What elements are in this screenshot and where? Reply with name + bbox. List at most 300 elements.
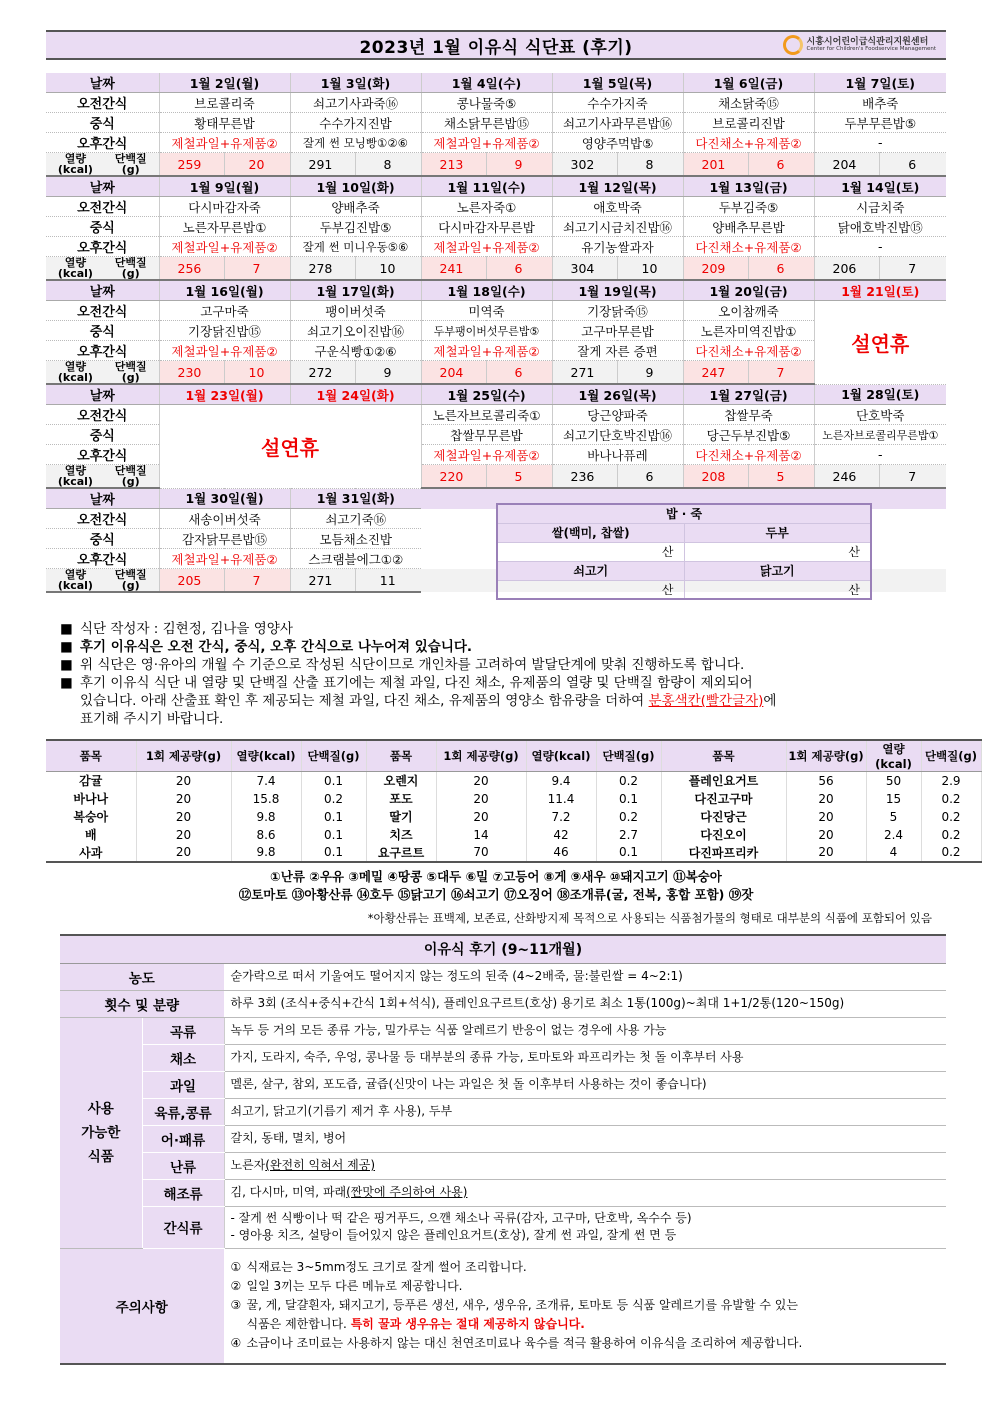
day-kcal: 230: [159, 361, 224, 385]
nutrition-header: 열량(kcal): [231, 740, 301, 772]
guide-item-label: 채소: [142, 1044, 224, 1071]
day-morning: 찹쌀무죽: [683, 405, 814, 425]
label-lunch: 중식: [46, 321, 159, 341]
origin-value: 산: [497, 542, 684, 561]
usable-line: 가능한: [81, 1124, 121, 1141]
food-value: 0.1: [301, 844, 366, 862]
snack-line: - 영아용 치즈, 설탕이 들어있지 않은 플레인요거트(호상), 잘게 썬 과일, 잘게 썬 면 등: [230, 1228, 677, 1242]
bullet-icon: ■: [60, 621, 73, 637]
nutrition-header: 품목: [366, 740, 436, 772]
protein-label: 단백질: [114, 568, 147, 582]
day-lunch: 황태무른밥: [159, 113, 290, 133]
kcal-unit: (kcal): [57, 371, 93, 385]
food-value: 7.2: [526, 808, 596, 826]
notes: [60, 620, 940, 728]
day-lunch: 노른자미역진밥①: [683, 321, 814, 341]
food-value: 0.2: [921, 844, 981, 862]
kcal-label: 열량: [64, 568, 87, 582]
guide-seaweed-value: [224, 1179, 946, 1206]
day-morning: 오이참깨죽: [683, 301, 814, 321]
label-date: 날짜: [46, 488, 159, 509]
protein-unit: (g): [121, 163, 140, 177]
food-value: 0.2: [301, 790, 366, 808]
day-protein: 7: [879, 257, 946, 281]
food-value: 14: [436, 826, 526, 844]
label-lunch: 중식: [46, 425, 159, 445]
day-morning: 새송이버섯죽: [159, 509, 290, 529]
food-value: 11.4: [526, 790, 596, 808]
bullet-icon: ■: [60, 657, 73, 673]
label-morning: 오전간식: [46, 301, 159, 321]
food-name: 포도: [366, 790, 436, 808]
food-value: 0.1: [596, 844, 661, 862]
protein-unit: (g): [121, 579, 140, 593]
food-value: 70: [436, 844, 526, 862]
day-afternoon: 잘게 썬 미니우동⑤⑥: [290, 237, 421, 257]
day-afternoon: 유기농쌀과자: [552, 237, 683, 257]
day-kcal: 241: [421, 257, 486, 281]
label-nutrition: [46, 153, 159, 177]
day-date: 1월 6일(금): [683, 73, 814, 93]
bullet-icon: ■: [60, 675, 73, 691]
day-kcal: 204: [814, 153, 879, 177]
usable-line: 식품: [87, 1148, 114, 1165]
day-protein: 6: [879, 153, 946, 177]
food-value: 0.1: [301, 808, 366, 826]
day-afternoon: 스크램블에그①②: [290, 549, 421, 569]
table-row: [46, 772, 981, 790]
caution-3: 꿀, 게, 달걀흰자, 돼지고기, 등푸른 생선, 새우, 생우유, 조개류, 토마토 등 식품 알레르기를 유발할 수 있는: [246, 1298, 798, 1313]
day-protein: 8: [617, 153, 683, 177]
menu-row-afternoon: [46, 133, 946, 153]
nutrition-header: 단백질(g): [596, 740, 661, 772]
label-afternoon: 오후간식: [46, 133, 159, 153]
label-date: 날짜: [46, 280, 159, 301]
protein-label: 단백질: [114, 464, 147, 478]
day-date: 1월 21일(토): [814, 280, 946, 301]
day-lunch: 다시마감자무른밥: [421, 217, 552, 237]
day-afternoon: 제철과일+유제품②: [421, 237, 552, 257]
kcal-unit: (kcal): [57, 163, 93, 177]
day-afternoon: 다진채소+유제품②: [683, 237, 814, 257]
day-protein: 10: [224, 361, 290, 385]
food-name: 다진파프리카: [661, 844, 786, 862]
nutrition-header: 품목: [661, 740, 786, 772]
day-date: 1월 14일(토): [814, 176, 946, 197]
day-morning: 쇠고기죽⑯: [290, 509, 421, 529]
day-lunch: 찹쌀무무른밥: [421, 425, 552, 445]
food-value: 2.7: [596, 826, 661, 844]
label-afternoon: 오후간식: [46, 237, 159, 257]
seaweed-text: 김, 다시마, 미역, 파래: [230, 1185, 347, 1199]
origin-value: 산: [497, 580, 684, 599]
day-protein: 9: [617, 361, 683, 385]
day-date: 1월 12일(목): [552, 176, 683, 197]
day-kcal: 291: [290, 153, 355, 177]
guide-item-value: 쇠고기, 닭고기(기름기 제거 후 사용), 두부: [224, 1098, 946, 1125]
day-morning: 배추죽: [814, 93, 946, 113]
day-date: 1월 5일(목): [552, 73, 683, 93]
food-value: 20: [786, 790, 866, 808]
food-name: 바나나: [46, 790, 136, 808]
food-name: 사과: [46, 844, 136, 862]
day-kcal: 271: [552, 361, 617, 385]
food-value: 0.2: [596, 772, 661, 790]
allergy-legend: [46, 868, 946, 904]
day-date: 1월 11일(수): [421, 176, 552, 197]
protein-label: 단백질: [114, 152, 147, 166]
day-protein: 8: [355, 153, 421, 177]
menu-row-date: [46, 384, 946, 405]
guide-title: 이유식 후기 (9~11개월): [60, 935, 946, 963]
food-value: 0.2: [921, 790, 981, 808]
day-afternoon: 제철과일+유제품②: [159, 237, 290, 257]
nutrition-header: 열량(kcal): [866, 740, 921, 772]
note-highlight: 분홍색칸(빨간글자): [648, 693, 764, 709]
day-protein: 11: [355, 569, 421, 593]
note-author: 식단 작성자 : 김현정, 김나을 영양사: [80, 621, 293, 637]
guide-item-value: 가지, 도라지, 숙주, 우엉, 콩나물 등 대부분의 종류 가능, 토마토와 파프리카는 첫 돌 이후부터 사용: [224, 1044, 946, 1071]
note-nutrition-2: 있습니다. 아래 산출표 확인 후 제공되는 제철 과일, 다진 채소, 유제품의 영양소 함유량을 더하여: [80, 693, 645, 709]
kcal-unit: (kcal): [57, 579, 93, 593]
day-afternoon: 제철과일+유제품②: [159, 341, 290, 361]
allergy-line-1: ①난류 ②우유 ③메밀 ④땅콩 ⑤대두 ⑥밀 ⑦고등어 ⑧게 ⑨새우 ⑩돼지고기 ⑪복숭아: [270, 869, 722, 884]
food-name: 플레인요거트: [661, 772, 786, 790]
food-name: 치즈: [366, 826, 436, 844]
label-nutrition: [46, 465, 159, 489]
label-morning: 오전간식: [46, 405, 159, 425]
food-value: 56: [786, 772, 866, 790]
table-row: [46, 808, 981, 826]
caution-3b: 식품은 제한합니다.: [246, 1317, 347, 1332]
day-lunch: 브로콜리진밥: [683, 113, 814, 133]
kcal-unit: (kcal): [57, 475, 93, 489]
guide-egg-label: 난류: [142, 1152, 224, 1179]
day-date: 1월 13일(금): [683, 176, 814, 197]
food-value: 0.1: [301, 772, 366, 790]
food-value: 2.9: [921, 772, 981, 790]
label-lunch: 중식: [46, 529, 159, 549]
food-name: 딸기: [366, 808, 436, 826]
note-nutrition-1: 후기 이유식 식단 내 열량 및 단백질 산출 표기에는 제철 과일, 다진 채소, 유제품의 열량 및 단백질 함량이 제외되어: [80, 675, 753, 691]
day-lunch: 기장닭진밥⑮: [159, 321, 290, 341]
food-value: 20: [786, 826, 866, 844]
day-kcal: 271: [290, 569, 355, 593]
food-value: 20: [436, 808, 526, 826]
menu-row-lunch: [46, 113, 946, 133]
caution-number: ①: [230, 1260, 242, 1275]
menu-row-morning: [46, 197, 946, 217]
day-date: 1월 4일(수): [421, 73, 552, 93]
table-row: [46, 826, 981, 844]
food-value: 4: [866, 844, 921, 862]
guide-caution-label: 주의사항: [60, 1248, 224, 1364]
nutrition-header: 1회 제공량(g): [436, 740, 526, 772]
day-date: 1월 28일(토): [814, 384, 946, 405]
food-value: 5: [866, 808, 921, 826]
label-nutrition: [46, 361, 159, 385]
menu-row-afternoon: [46, 237, 946, 257]
day-kcal: 256: [159, 257, 224, 281]
label-lunch: 중식: [46, 113, 159, 133]
holiday-label: 설연휴: [159, 405, 421, 489]
day-lunch: 채소닭무른밥⑮: [421, 113, 552, 133]
food-value: 9.8: [231, 808, 301, 826]
day-kcal: 209: [683, 257, 748, 281]
day-protein: 10: [617, 257, 683, 281]
guide-snack-value: [224, 1206, 946, 1248]
menu-row-nut: [46, 361, 946, 385]
day-date: 1월 27일(금): [683, 384, 814, 405]
guide-egg-value: [224, 1152, 946, 1179]
caution-1: 식재료는 3~5mm정도 크기로 잘게 썰어 조리합니다.: [246, 1260, 527, 1275]
day-date: 1월 9일(월): [159, 176, 290, 197]
day-protein: 10: [355, 257, 421, 281]
kcal-label: 열량: [64, 464, 87, 478]
label-date: 날짜: [46, 176, 159, 197]
usable-line: 사용: [87, 1100, 114, 1117]
day-morning: 다시마감자죽: [159, 197, 290, 217]
menu-row-morning: [46, 301, 946, 321]
nutrition-header: 열량(kcal): [526, 740, 596, 772]
guide-item-value: 멜론, 살구, 참외, 포도즙, 귤즙(신맛이 나는 과일은 첫 돌 이후부터 사용하는 것이 좋습니다): [224, 1071, 946, 1098]
logo-icon: [783, 35, 803, 55]
page-title: 2023년 1월 이유식 식단표 (후기): [359, 37, 633, 58]
food-value: 0.2: [921, 826, 981, 844]
label-afternoon: 오후간식: [46, 549, 159, 569]
day-afternoon: 제철과일+유제품②: [159, 549, 290, 569]
day-lunch: 쇠고기단호박진밥⑯: [552, 425, 683, 445]
guide-snack-label: 간식류: [142, 1206, 224, 1248]
label-date: 날짜: [46, 384, 159, 405]
day-kcal: 246: [814, 465, 879, 489]
day-morning: 애호박죽: [552, 197, 683, 217]
day-afternoon: 다진채소+유제품②: [683, 133, 814, 153]
day-protein: 9: [355, 361, 421, 385]
day-morning: 고구마죽: [159, 301, 290, 321]
table-row: [46, 844, 981, 862]
food-value: 20: [786, 808, 866, 826]
protein-label: 단백질: [114, 256, 147, 270]
menu-row-nut: [46, 257, 946, 281]
label-date: 날짜: [46, 73, 159, 93]
day-afternoon: 다진채소+유제품②: [683, 341, 814, 361]
day-protein: 9: [486, 153, 552, 177]
caution-number: ④: [230, 1336, 242, 1351]
kcal-label: 열량: [64, 152, 87, 166]
food-value: 9.4: [526, 772, 596, 790]
day-date: 1월 18일(수): [421, 280, 552, 301]
day-lunch: 쇠고기사과무른밥⑯: [552, 113, 683, 133]
day-lunch: 당근두부진밥⑤: [683, 425, 814, 445]
day-lunch: 두부무른밥⑤: [814, 113, 946, 133]
seaweed-note: (짠맛에 주의하여 사용): [346, 1185, 468, 1199]
menu-row-lunch: [46, 321, 946, 341]
origin-rice: 쌀(백미, 찹쌀): [497, 523, 684, 542]
label-morning: 오전간식: [46, 197, 159, 217]
day-morning: 콩나물죽⑤: [421, 93, 552, 113]
day-date: 1월 19일(목): [552, 280, 683, 301]
nutrition-header: 1회 제공량(g): [786, 740, 866, 772]
day-afternoon: 제철과일+유제품②: [421, 133, 552, 153]
day-lunch: 쇠고기오이진밥⑯: [290, 321, 421, 341]
day-afternoon: -: [814, 237, 946, 257]
food-value: 0.2: [921, 808, 981, 826]
food-value: 2.4: [866, 826, 921, 844]
origin-beef: 쇠고기: [497, 561, 684, 580]
caution-number: ②: [230, 1279, 242, 1294]
day-date: 1월 7일(토): [814, 73, 946, 93]
day-lunch: 모듬채소진밥: [290, 529, 421, 549]
food-value: 20: [436, 790, 526, 808]
kcal-label: 열량: [64, 360, 87, 374]
food-value: 7.4: [231, 772, 301, 790]
menu-row-morning: [46, 405, 946, 425]
food-value: 46: [526, 844, 596, 862]
menu-row-date: [46, 280, 946, 301]
day-protein: 20: [224, 153, 290, 177]
bullet-icon: ■: [60, 639, 73, 655]
label-nutrition: [46, 569, 159, 593]
day-kcal: 208: [683, 465, 748, 489]
table-row: [46, 790, 981, 808]
nutrition-header: 단백질(g): [921, 740, 981, 772]
guide-seaweed-label: 해조류: [142, 1179, 224, 1206]
day-lunch: 노른자무른밥①: [159, 217, 290, 237]
day-lunch: 두부팽이버섯무른밥⑤: [421, 321, 552, 341]
food-value: 0.1: [301, 826, 366, 844]
day-kcal: 302: [552, 153, 617, 177]
day-date: 1월 16일(월): [159, 280, 290, 301]
allergy-line-2: ⑫토마토 ⑬아황산류 ⑭호두 ⑮닭고기 ⑯쇠고기 ⑰오징어 ⑱조개류(굴, 전복, 홍합 포함) ⑲잣: [238, 887, 754, 902]
day-morning: 채소닭죽⑮: [683, 93, 814, 113]
title-bar: [46, 30, 946, 60]
day-kcal: 272: [290, 361, 355, 385]
day-lunch: 두부김진밥⑤: [290, 217, 421, 237]
origin-value: 산: [684, 580, 871, 599]
day-morning: 팽이버섯죽: [290, 301, 421, 321]
day-protein: 7: [224, 257, 290, 281]
food-value: 8.6: [231, 826, 301, 844]
food-value: 20: [786, 844, 866, 862]
food-name: 복숭아: [46, 808, 136, 826]
guide-item-label: 과일: [142, 1071, 224, 1098]
guide-item-value: 갈치, 동태, 멸치, 병어: [224, 1125, 946, 1152]
day-kcal: 220: [421, 465, 486, 489]
food-name: 오렌지: [366, 772, 436, 790]
day-afternoon: 바나나퓨레: [552, 445, 683, 465]
day-date: 1월 10일(화): [290, 176, 421, 197]
guide-density-label: 농도: [60, 963, 224, 990]
day-date: 1월 30일(월): [159, 488, 290, 509]
day-afternoon: 잘게 썬 모닝빵①②⑥: [290, 133, 421, 153]
org-name-kr: 시흥시어린이급식관리지원센터: [806, 36, 929, 47]
day-morning: 두부김죽⑤: [683, 197, 814, 217]
guide-amount-label: 횟수 및 분량: [60, 990, 224, 1017]
day-date: 1월 20일(금): [683, 280, 814, 301]
day-afternoon: -: [814, 445, 946, 465]
day-afternoon: 영양주먹밥⑤: [552, 133, 683, 153]
day-lunch: 쇠고기시금치진밥⑯: [552, 217, 683, 237]
day-kcal: 278: [290, 257, 355, 281]
nutrition-header: 1회 제공량(g): [136, 740, 231, 772]
origin-chicken: 닭고기: [684, 561, 871, 580]
day-kcal: 259: [159, 153, 224, 177]
label-morning: 오전간식: [46, 93, 159, 113]
note-suffix: 에: [763, 693, 777, 709]
food-name: 다진오이: [661, 826, 786, 844]
food-name: 다진당근: [661, 808, 786, 826]
protein-unit: (g): [121, 371, 140, 385]
snack-line: - 잘게 썬 식빵이나 떡 같은 핑거푸드, 으깬 채소나 곡류(감자, 고구마, 단호박, 옥수수 등): [230, 1211, 692, 1225]
day-date: 1월 24일(화): [290, 384, 421, 405]
food-value: 0.2: [596, 808, 661, 826]
day-date: 1월 2일(월): [159, 73, 290, 93]
menu-row-afternoon: [46, 341, 946, 361]
menu-row-date: [46, 73, 946, 93]
menu-row-lunch: [46, 217, 946, 237]
day-afternoon: -: [814, 133, 946, 153]
day-date: 1월 17일(화): [290, 280, 421, 301]
day-lunch: 수수가지진밥: [290, 113, 421, 133]
day-protein: 5: [486, 465, 552, 489]
food-value: 20: [136, 844, 231, 862]
day-date: 1월 23일(월): [159, 384, 290, 405]
day-kcal: 304: [552, 257, 617, 281]
day-protein: 7: [224, 569, 290, 593]
nutrition-header: 단백질(g): [301, 740, 366, 772]
egg-text: 노른자: [230, 1158, 266, 1172]
day-morning: 수수가지죽: [552, 93, 683, 113]
protein-label: 단백질: [114, 360, 147, 374]
day-kcal: 247: [683, 361, 748, 385]
menu-row-date: [46, 176, 946, 197]
guide-caution-value: [224, 1248, 946, 1364]
day-morning: 단호박죽: [814, 405, 946, 425]
guide-usable-label: [60, 1017, 142, 1248]
day-morning: 기장닭죽⑮: [552, 301, 683, 321]
origin-table: [496, 503, 872, 600]
day-morning: 브로콜리죽: [159, 93, 290, 113]
day-kcal: 205: [159, 569, 224, 593]
org-logo: [783, 35, 936, 55]
food-value: 0.1: [596, 790, 661, 808]
day-lunch: 고구마무른밥: [552, 321, 683, 341]
day-morning: 쇠고기사과죽⑯: [290, 93, 421, 113]
guide-item-label: 곡류: [142, 1017, 224, 1044]
org-name-en: Center for Children's Foodservice Management: [806, 45, 936, 52]
day-kcal: 236: [552, 465, 617, 489]
guide-table: [60, 934, 946, 1365]
label-nutrition: [46, 257, 159, 281]
day-protein: 6: [486, 257, 552, 281]
caution-2: 일일 3끼는 모두 다른 메뉴로 제공합니다.: [246, 1279, 463, 1294]
food-value: 20: [136, 826, 231, 844]
day-morning: 양배추죽: [290, 197, 421, 217]
day-lunch: 닭애호박진밥⑮: [814, 217, 946, 237]
day-kcal: 206: [814, 257, 879, 281]
label-lunch: 중식: [46, 217, 159, 237]
menu-row-morning: [46, 93, 946, 113]
note-structure: 후기 이유식은 오전 간식, 중식, 오후 간식으로 나누어져 있습니다.: [80, 639, 473, 655]
food-value: 20: [436, 772, 526, 790]
protein-unit: (g): [121, 475, 140, 489]
day-kcal: 201: [683, 153, 748, 177]
day-protein: 7: [879, 465, 946, 489]
day-afternoon: 다진채소+유제품②: [683, 445, 814, 465]
day-date: 1월 25일(수): [421, 384, 552, 405]
kcal-unit: (kcal): [57, 267, 93, 281]
